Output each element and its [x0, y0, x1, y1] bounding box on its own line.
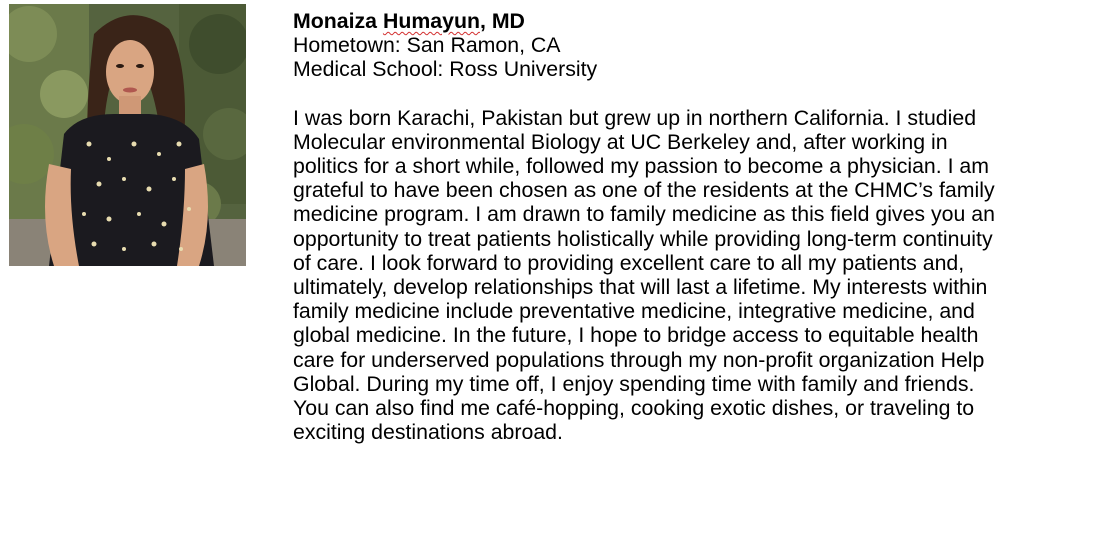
bio-line: I was born Karachi, Pakistan but grew up in northern California. I studied [293, 105, 977, 130]
bio-line: care for underserved populations through my non-profit organization Help [293, 347, 985, 372]
name-last-spellcheck: Humayun [382, 9, 480, 33]
profile-name [293, 9, 1108, 33]
bio-line: opportunity to treat patients holistically while providing long-term continuity [293, 226, 993, 251]
bio-line: global medicine. In the future, I hope to bridge access to equitable health [293, 323, 979, 348]
bio-line: medicine program. I am drawn to family medicine as this field gives you an [293, 202, 995, 227]
bio-line: politics for a short while, followed my passion to become a physician. I am [293, 154, 990, 179]
medical-school: Medical School: Ross University [293, 57, 598, 82]
portrait-image [9, 4, 246, 266]
bio-line: Molecular environmental Biology at UC Berkeley and, after working in [293, 129, 948, 154]
name-first: Monaiza [293, 9, 383, 33]
profile-photo [9, 4, 246, 266]
bio-line: ultimately, develop relationships that will last a lifetime. My interests within [293, 275, 988, 300]
bio-line: grateful to have been chosen as one of the residents at the CHMC’s family [293, 178, 995, 203]
bio-paragraph [293, 106, 1108, 445]
bio-line: exciting destinations abroad. [293, 420, 563, 445]
bio-line: You can also find me café-hopping, cooking exotic dishes, or traveling to [293, 396, 975, 421]
bio-line: Global. During my time off, I enjoy spending time with family and friends. [293, 371, 975, 396]
bio-line: family medicine include preventative medicine, integrative medicine, and [293, 299, 975, 324]
hometown: Hometown: San Ramon, CA [293, 33, 561, 58]
name-suffix: , MD [479, 9, 525, 33]
profile-text [293, 9, 1108, 444]
bio-line: of care. I look forward to providing excellent care to all my patients and, [293, 250, 965, 275]
